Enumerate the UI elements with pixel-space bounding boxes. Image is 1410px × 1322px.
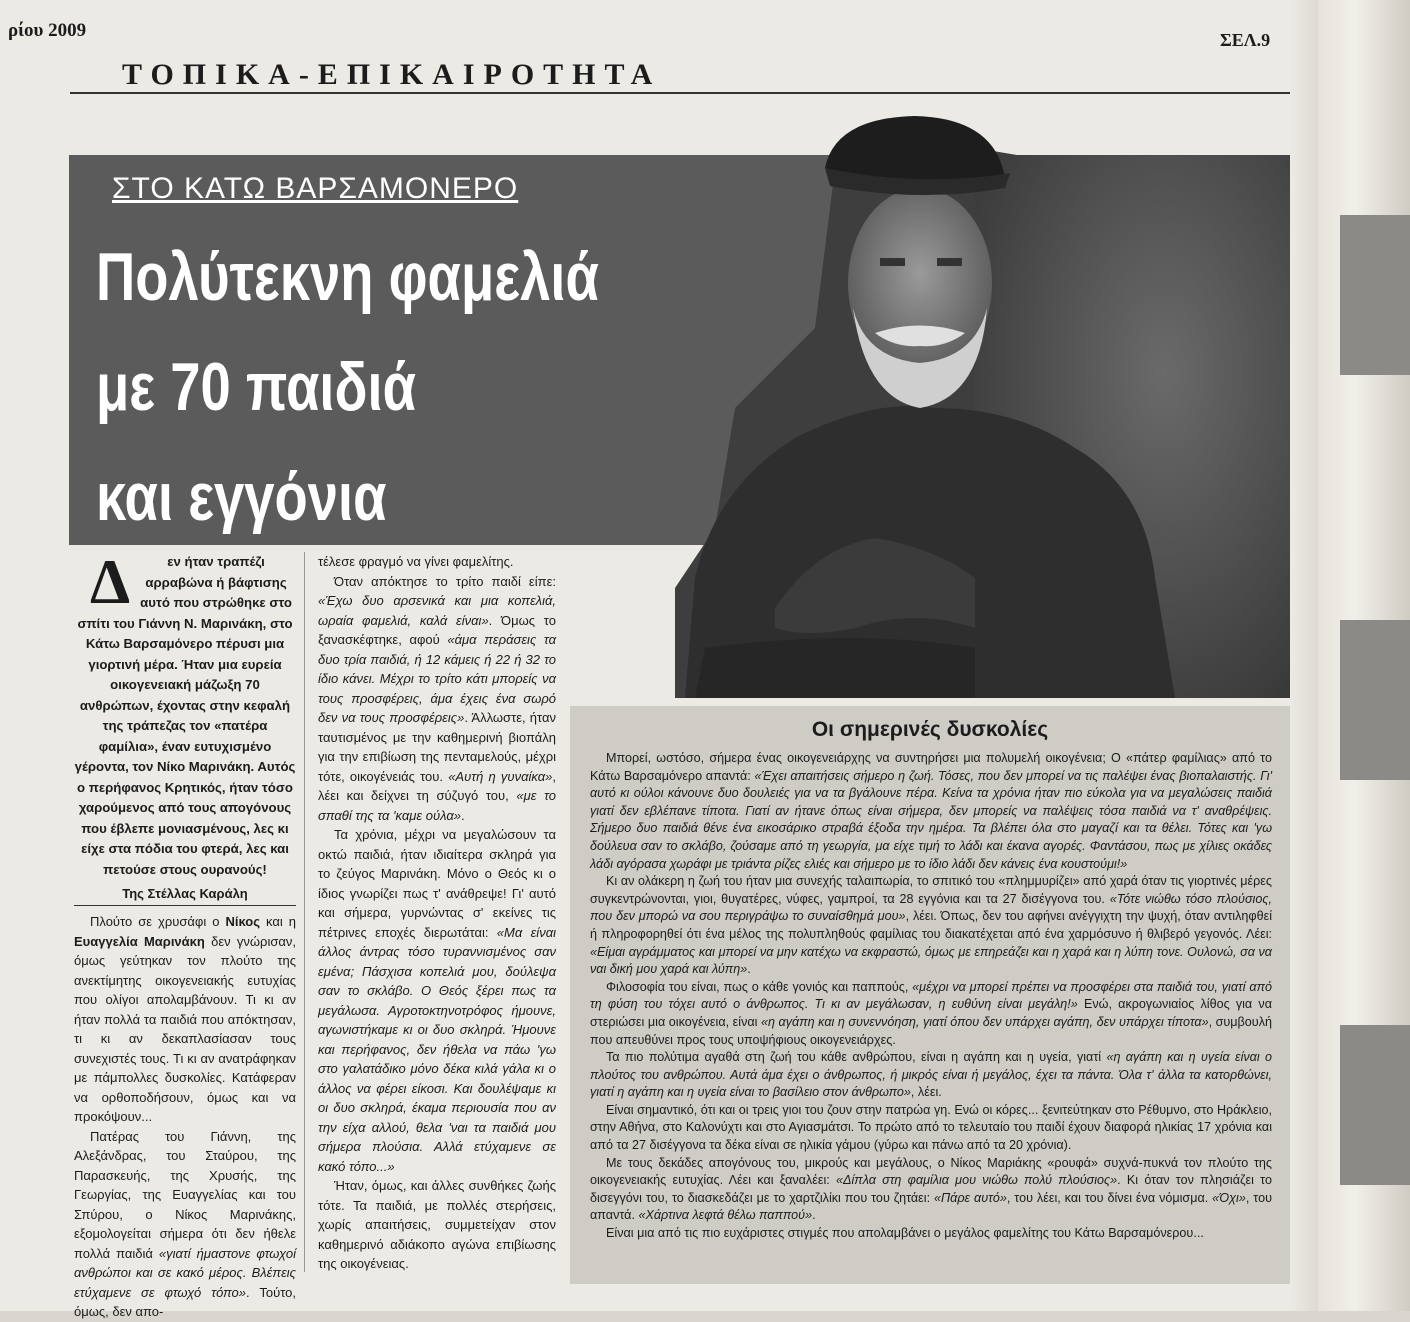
paragraph bbox=[590, 873, 1272, 979]
quote: «Χάρτινα λεφτά θέλω παππού» bbox=[638, 1208, 813, 1223]
text-run: , λέει. bbox=[910, 1085, 942, 1100]
text-run: Όταν απόκτησε το τρίτο παιδί είπε: bbox=[334, 573, 556, 589]
paragraph bbox=[74, 912, 296, 1127]
sidebar-box bbox=[570, 706, 1290, 1284]
paragraph bbox=[590, 1049, 1272, 1102]
page-number: ΣΕΛ.9 bbox=[1220, 30, 1271, 50]
article-headline bbox=[96, 222, 672, 552]
header-rule bbox=[70, 92, 1290, 94]
quote: «Έχει απαιτήσεις σήμερο η ζωή. Τόσες, που δεν μπορεί να τις παλέψει ένας βιοπαλαιστής. Γι' αυτό κι ούλοι κάνουνε δυο δουλειές για να τα βγάλουνε πέρα. Κείνα τα χρόνια ήταν πιο εύκολα για να μεγαλώσεις παιδιά γιατί δεν εβλέπανε τίποτα. Γιατί αν ήτανε όπως είναι σήμερα, δεν μπορείς να παλέψεις τόσα παιδιά να τ' αναθρέψεις. Σήμερο δυο παιδιά θένε ένα εικοσάρικο στραβά έξοδα την ημέρα. Τα βλέπει όλα στο μαγαζί και τα θέλει. Τότες και 'γω δούλευα σαν το σκλάβο, ζούσαμε από τη γεωργία, μα είχε τιμή το λάδι και έκανα αγορές. Φαντάσου, πως με χίλιες οκάδες λάδι αγόρασα χωράφι με τριάντα ρίζες ελιές και σήμερο με το ίδιο λάδι δεν κάνεις ένα κουστούμι!» bbox=[590, 768, 1272, 871]
text-run: , του απαντά. bbox=[590, 1190, 1272, 1223]
paragraph: Είναι μια από τις πιο ευχάριστες στιγμές που απολαμβάνει ο μεγάλος φαμελίτης του Κάτω Βαρσαμόνερου... bbox=[606, 1226, 1204, 1241]
text-run: δεν γνώρισαν, όμως γεύτηκαν τον πλούτο της ανεκτίμητης οικογενειακής ευτυχίας που ολίγοι απολαμβάνουν. Τι κι αν ήταν πολλά τα παιδιά που απόκτησαν, τι κι αν δεκαπλασίασαν τους συνεχιστές τους. Τι κι αν ανατράφηκαν με πάμπολλες δυσκολίες. Κατάφεραν να ορθοποδήσουν, όμως και να προκόψουν... bbox=[74, 933, 296, 1124]
scanner-tab bbox=[1340, 620, 1410, 780]
quote: «η αγάπη και η υγεία είναι ο πλούτος του ανθρώπου. Αυτά άμα έχει ο άνθρωπος, ή μικρός είναι ή μεγάλος, έχει τα πάντα. Όλα τ' άλλα τα κατορθώνει, γιατί η αγάπη και η υγεία είναι το βασίλειο στον άνθρωπο» bbox=[590, 1050, 1272, 1100]
paragraph: Είναι σημαντικό, ότι και οι τρεις γιοι του ζουν στην πατρώα γη. Ενώ οι κόρες... ξενιτεύτηκαν στο Ρέθυμνο, στο Ηράκλειο, στην Αθήνα, στο Καλονύχτι και στο Αγιασμάτσι. Το πρώτο από το τελευταίο του παιδί έχουν διαφορά ηλικίας 17 χρόνια και από τα 27 δισέγγονα τα δέκα είναι σε ηλικία γάμου (γύρω και πάνω από τα 20 χρόνια). bbox=[590, 1102, 1272, 1153]
text-run: Πλούτο σε χρυσάφι ο bbox=[90, 914, 226, 929]
text-run: , λέει. Όπως, δεν του αφήνει ανέγγιχτη την ψυχή, όταν αντιληφθεί ή πληροφορηθεί ότι ένα μέλος της πολυπληθούς φαμίλιας του διακατέχεται από ένα χαρμόσυνο ή θλιβερό γεγονός. Λέει: bbox=[590, 909, 1272, 941]
text-run: , συμβουλή που απευθύνει προς τους υποψήφιους οικογενειάρχες. bbox=[590, 1014, 1272, 1047]
article-lead bbox=[74, 546, 296, 880]
text-run-bold: Ευαγγελία Μαρινάκη bbox=[74, 933, 205, 949]
quote: «Μα είναι άλλος άντρας τόσο τυραννισμένος σαν εμένα; Πάσχισα κοπελιά μου, δούλεψα σαν το σκλάβο. Ο Θεός ξέρει πως τα μεγάλωσα. Αγροτοκτηνοτρόφος ήμουνε, αγωνιστήκαμε κι οι δυο σκληρά. Ήμουνε και περήφανος, δεν ήθελα να πάω 'γω στο γαλατάδικο μόνο δέκα κιλά γάλα κι ο άλλος να φέρει είκοσι. Και δουλέψαμε κι οι δυο σκληρά, έκαμα περιουσία που αν την είχα αλλού, θελα 'ναι τα παιδιά μου σήμερα πλούσια. Αλλά ετύχαμενε σε κακό τόπο...» bbox=[318, 924, 556, 1174]
text-run: . Τούτο, όμως, δεν απο- bbox=[74, 1284, 296, 1319]
scanner-tab bbox=[1340, 1025, 1410, 1185]
text-run: Κι αν ολάκερη η ζωή του ήταν μια συνεχής ταλαιπωρία, το σπιτικό του «πλημμυρίζει» από χαρά όταν τις γιορτινές μέρες συγκεντρώνονται, γιοι, θυγατέρες, νύφες, γαμπροί, τα 28 εγγόνια και τα 27 δισέγγονα του. bbox=[590, 874, 1272, 906]
text-run: Ενώ, ακρογωνιαίος λίθος για να στεριώσει μια οικογένεια, είναι bbox=[590, 997, 1272, 1029]
sidebar-body bbox=[590, 750, 1272, 1243]
quote: «Πάρε αυτό» bbox=[934, 1190, 1007, 1205]
text-run: Φιλοσοφία του είναι, πως ο κάθε γονιός και παππούς, bbox=[606, 979, 913, 994]
body-column-1 bbox=[74, 912, 296, 1322]
drop-cap: Δ bbox=[90, 546, 131, 617]
paragraph bbox=[318, 572, 556, 826]
paragraph bbox=[590, 979, 1272, 1049]
text-run: . bbox=[460, 807, 465, 823]
quote: «Τότε νιώθω τόσο πλούσιος, που δεν μπορώ να σου περιγράψω το συναίσθημά μου» bbox=[590, 891, 1272, 924]
quote: «η αγάπη και η συνεννόηση, γιατί όπου δεν υπάρχει αγάπη, δεν υπάρχει τίποτα» bbox=[761, 1014, 1209, 1029]
quote: «μέχρι να μπορεί πρέπει να προσφέρει στα παιδιά του, γιατί από τη φύση του τόχει αυτό ο άνθρωπος. Τι κι αν μεγάλωσαν, η ευθύνη είναι μεγάλη!» bbox=[590, 979, 1273, 1012]
text-run: , του λέει, και του δίνει ένα νόμισμα. bbox=[1006, 1190, 1213, 1205]
text-run: και η bbox=[260, 914, 296, 929]
headline-line: και εγγόνια bbox=[96, 459, 387, 535]
paragraph bbox=[590, 1155, 1272, 1225]
body-column-2 bbox=[318, 552, 556, 1274]
quote: «Δίπλα στη φαμίλια μου νιώθω πολύ πλούσιος» bbox=[836, 1173, 1118, 1188]
scanner-tab bbox=[1340, 215, 1410, 375]
quote: «Όχι» bbox=[1212, 1190, 1246, 1205]
text-run: . bbox=[812, 1208, 816, 1223]
text-run: Μπορεί, ωστόσο, σήμερα ένας οικογενειάρχης να συντηρήσει μια πολυμελή οικογένεια; Ο «πάτερ φαμίλιας» από το Κάτω Βαρσαμόνερο απαντά: bbox=[590, 751, 1272, 783]
portrait-photo bbox=[675, 108, 1295, 698]
paragraph bbox=[318, 825, 556, 1176]
quote: «Είμαι αγράμματος και μπορεί να μην κατέχω να εκφραστώ, όμως με επηρεάζει και η χαρά και η λύπη τονε. Ουλονώ, σα να ναι δική μου χαρά και λύπη» bbox=[590, 944, 1272, 977]
portrait-photo-icon bbox=[675, 108, 1295, 698]
paragraph bbox=[590, 750, 1272, 873]
text-run: Τα χρόνια, μέχρι να μεγαλώσουν τα οκτώ παιδιά, ήταν ιδιαίτερα σκληρά για το ζεύγος Μαρινάκη. Μόνο ο Θεός κι ο ίδιος γνωρίζει πως τ' ανάθρεψε! Γι' αυτό και σήμερα, γυρνώντας σ' εκείνες τις πέτρινες εποχές διερωτάται: bbox=[318, 827, 556, 940]
text-run: , λέει και δείχνει τη σύζυγό του, bbox=[318, 768, 556, 803]
text-run: . Κι όταν τον πλησιάζει το δισεγγόνι του, το διασκεδάζει με το χαρτζιλίκι που του ζητάει: bbox=[590, 1173, 1272, 1205]
article-kicker: ΣΤΟ ΚΑΤΩ ΒΑΡΣΑΜΟΝΕΡΟ bbox=[112, 172, 519, 205]
text-run: Τα πιο πολύτιμα αγαθά στη ζωή του κάθε ανθρώπου, είναι η αγάπη και η υγεία, γιατί bbox=[606, 1050, 1107, 1065]
paragraph bbox=[74, 1127, 296, 1322]
headline-line: Πολύτεκνη φαμελιά bbox=[96, 239, 599, 315]
quote: «με το σπαθί της τα 'καμε ούλα» bbox=[318, 788, 556, 823]
paragraph: τέλεσε φραγμό να γίνει φαμελίτης. bbox=[318, 554, 514, 569]
headline-line: με 70 παιδιά bbox=[96, 349, 417, 425]
quote: «Έχω δυο αρσενικά και μια κοπελιά, ωραία φαμελιά, καλά είναι» bbox=[318, 593, 556, 628]
section-title: ΤΟΠΙΚΑ-ΕΠΙΚΑΙΡΟΤΗΤΑ bbox=[122, 58, 662, 91]
byline: Της Στέλλας Καράλη bbox=[74, 886, 296, 906]
lead-text: εν ήταν τραπέζι αρραβώνα ή βάφτισης αυτό που στρώθηκε στο σπίτι του Γιάννη Ν. Μαρινάκη, στο Κάτω Βαρσαμόνερο πέρυσι μια γιορτινή μέρα. Ήταν μια ευρεία οικογενειακή μάζωξη 70 ανθρώπων, έχοντας στην κεφαλή της τράπεζας τον «πατέρα φαμίλια», έναν ευτυχισμένο γέροντα, τον Νίκο Μαρινάκη. Αυτός ο περήφανος Κρητικός, ήταν τόσο χαρούμενος από τους απογόνους που έβλεπε μονιασμένους, λες κι είχε στα πόδια του φτερά, λες και πετούσε στους ουρανούς! bbox=[74, 554, 296, 877]
quote: «άμα περάσεις τα δυο τρία παιδιά, ή 12 κάμεις ή 22 ή 32 το ίδιο κάνει. Μέχρι το τρίτο κάτι μπορείς να τους προσφέρεις, άμα έχεις ένα σωρό δεν να τους προσφέρεις» bbox=[318, 632, 556, 725]
paragraph: Ήταν, όμως, και άλλες συνθήκες ζωής τότε. Τα παιδιά, με πολλές στερήσεις, χωρίς απαιτήσεις, συμμετείχαν στον καθημερινό αδιάκοπο αγώνα επιβίωσης της οικογένειας. bbox=[318, 1178, 556, 1271]
text-run: . bbox=[747, 962, 751, 977]
quote: «γιατί ήμαστονε φτωχοί ανθρώποι και σε κακό μέρος. Βλέπεις ετύχαμενε σε φτωχό τόπο» bbox=[74, 1245, 296, 1300]
issue-date: ρίου 2009 bbox=[8, 20, 87, 41]
text-run: . Όμως το ξανασκέφτηκε, αφού bbox=[318, 612, 556, 647]
text-run: Με τους δεκάδες απογόνους του, μικρούς και μεγάλους, ο Νίκος Μαριάκης «ρουφά» συχνά-πυκνά τον πλούτο της οικογενειακής ευτυχίας. Λέει και ξαναλέει: bbox=[590, 1155, 1272, 1188]
text-run: Πατέρας του Γιάννη, της Αλεξάνδρας, του Σταύρου, της Παρασκευής, της Χρυσής, της Γεωργίας, της Ευαγγελίας και του Σπύρου, ο Νίκος Μαρινάκης, εξομολογείται σήμερα ότι δεν ήθελε πολλά παιδιά bbox=[74, 1128, 296, 1261]
sidebar-title: Οι σημερινές δυσκολίες bbox=[811, 718, 1049, 741]
quote: «Αυτή η γυναίκα» bbox=[448, 768, 553, 784]
text-run: . Άλλωστε, ήταν ταυτισμένος με την καθημερινή βιοπάλη για την επιβίωση της πενταμελούς, μέχρι τότε, οικογένειάς του. bbox=[318, 710, 556, 784]
column-rule bbox=[304, 552, 305, 1272]
text-run-bold: Νίκος bbox=[225, 914, 260, 929]
